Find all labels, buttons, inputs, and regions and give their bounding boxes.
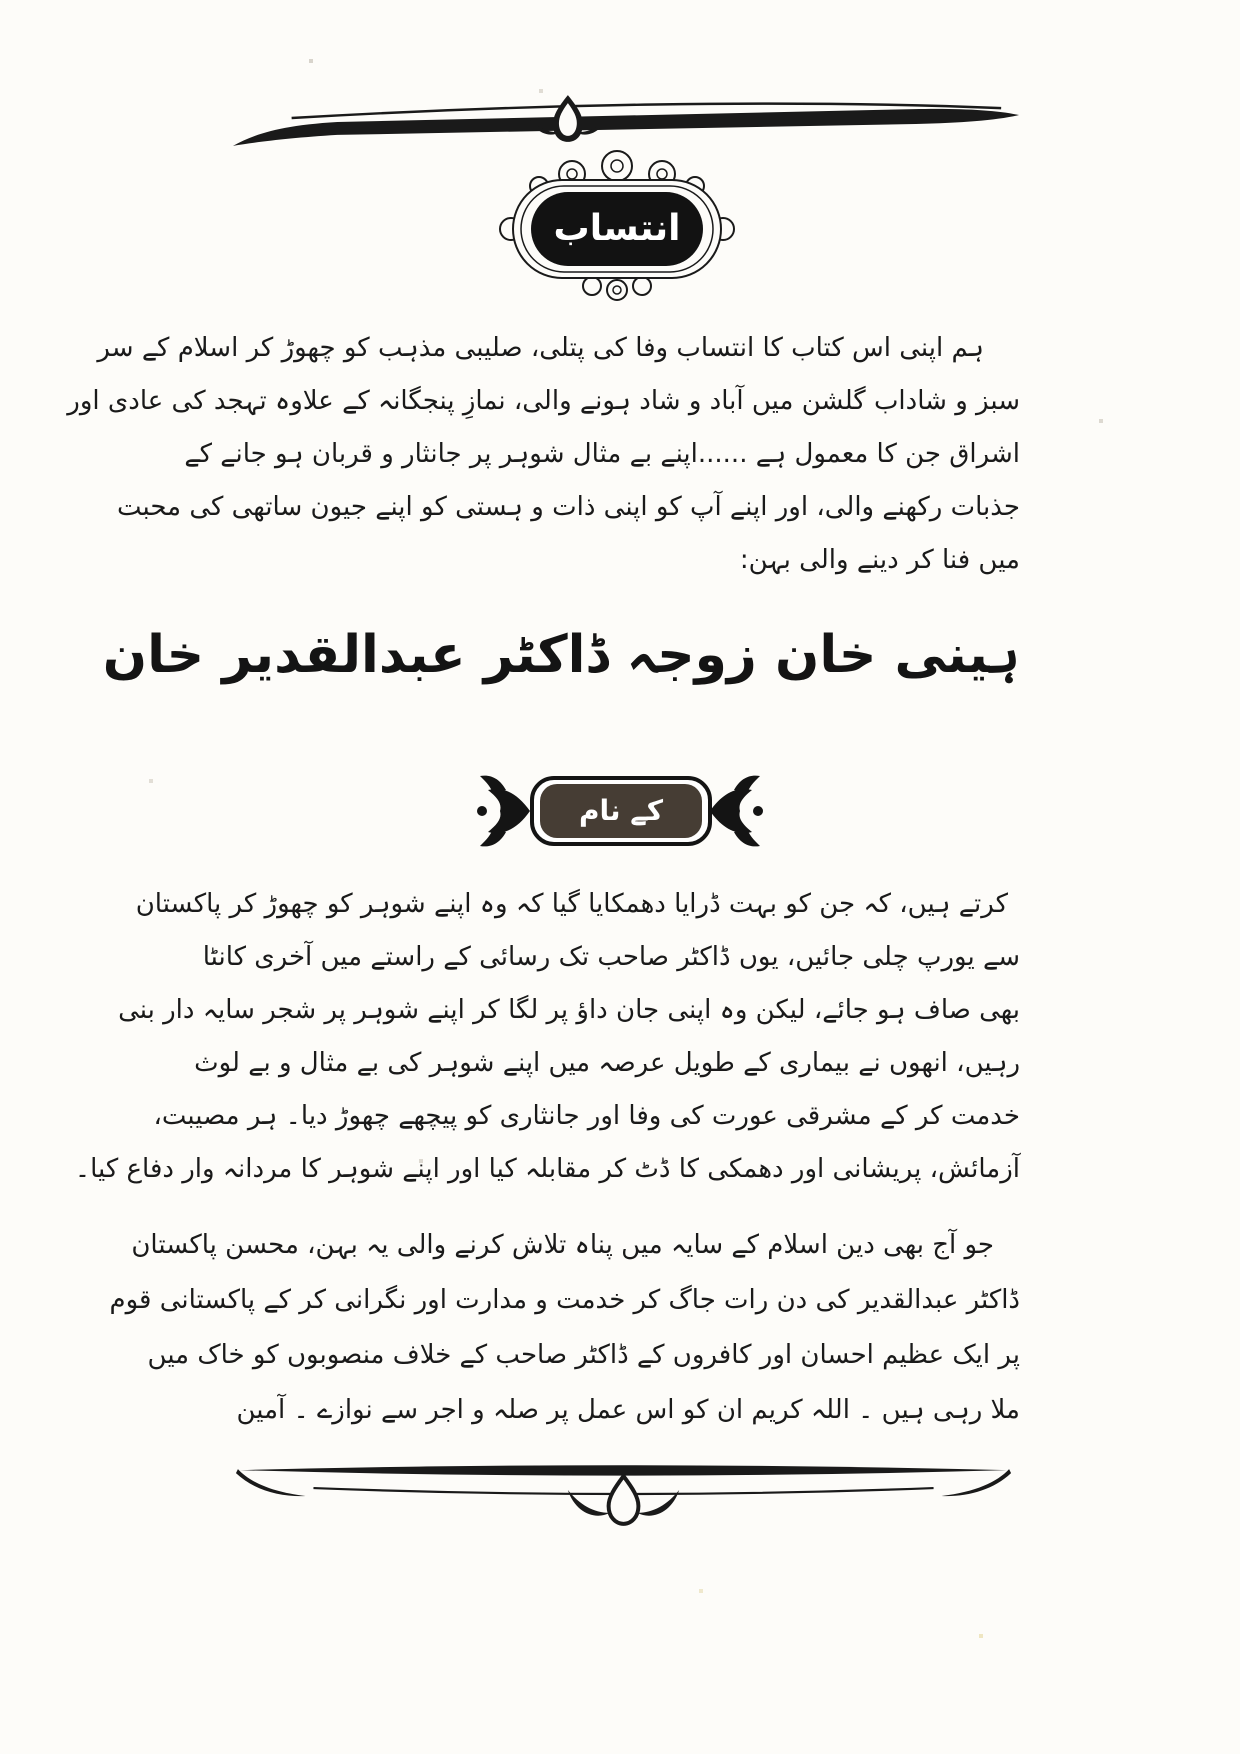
floral-right-icon: [710, 776, 763, 847]
dedicatee-name: ہینی خان زوجہ ڈاکٹر عبدالقدیر خان: [102, 625, 1020, 685]
text-line: ڈاکٹر عبدالقدیر کی دن رات جاگ کر خدمت و مدارت اور نگرانی کر کے پاکستانی قوم: [109, 1285, 1020, 1315]
name-box-label: کے نام: [579, 794, 663, 827]
text-line: ہم اپنی اس کتاب کا انتساب وفا کی پتلی، صلیبی مذہب کو چھوڑ کر اسلام کے سر: [97, 333, 984, 363]
text-line: پر ایک عظیم احسان اور کافروں کے ڈاکٹر صاحب کے خلاف منصوبوں کو خاک میں: [147, 1340, 1020, 1370]
paragraph-1: [67, 322, 1020, 587]
text-line: ملا رہی ہیں ۔ اللہ کریم ان کو اس عمل پر صلہ و اجر سے نوازے ۔ آمین: [236, 1395, 1020, 1425]
text-line: سے یورپ چلی جائیں، یوں ڈاکٹر صاحب تک رسائی کے راستے میں آخری کانٹا: [202, 942, 1020, 972]
top-divider-ornament: [230, 94, 1025, 152]
paragraph-3: [109, 1218, 1020, 1438]
bottom-divider-ornament: [228, 1460, 1023, 1532]
floral-left-icon: [477, 776, 530, 847]
text-line: سبز و شاداب گلشن میں آباد و شاد ہونے والی، نمازِ پنجگانہ کے علاوہ تہجد کی عادی اور: [67, 386, 1020, 416]
text-line: میں فنا کر دینے والی بہن:: [739, 545, 1020, 575]
scan-speckles: [0, 0, 2, 2]
text-line: جذبات رکھنے والی، اور اپنے آپ کو اپنی ذات و ہستی کو اپنے جیون ساتھی کی محبت: [116, 492, 1020, 522]
dedication-heading-cartouche: [497, 146, 737, 306]
text-line: آزمائش، پریشانی اور دھمکی کا ڈٹ کر مقابلہ کیا اور اپنے شوہر کا مردانہ وار دفاع کیا۔: [74, 1154, 1020, 1184]
text-line: رہیں، انھوں نے بیماری کے طویل عرصہ میں اپنے شوہر کی بے مثال و بے لوث: [194, 1048, 1020, 1078]
teardrop-icon: [609, 1476, 639, 1524]
paragraph-2: [74, 878, 1020, 1196]
bottom-divider-right-wing: [942, 1469, 1012, 1496]
text-line: خدمت کر کے مشرقی عورت کی وفا اور جانثاری کو پیچھے چھوڑ دیا۔ ہر مصیبت،: [153, 1101, 1020, 1131]
bottom-divider-left-wing: [236, 1469, 306, 1496]
name-box: [470, 766, 770, 861]
text-line: کرتے ہیں، کہ جن کو بہت ڈرایا دھمکایا گیا کہ وہ اپنے شوہر کو چھوڑ کر پاکستان: [135, 889, 1008, 919]
dedication-heading: انتساب: [553, 208, 681, 249]
text-line: اشراق جن کا معمول ہے ......اپنے بے مثال شوہر پر جانثار و قربان ہو جانے کے: [184, 439, 1020, 469]
text-line: جو آج بھی دین اسلام کے سایہ میں پناہ تلاش کرنے والی یہ بہن، محسن پاکستان: [131, 1230, 994, 1260]
text-line: بھی صاف ہو جائے، لیکن وہ اپنی جان داؤ پر لگا کر اپنے شوہر پر شجر سایہ دار بنی: [118, 995, 1020, 1025]
